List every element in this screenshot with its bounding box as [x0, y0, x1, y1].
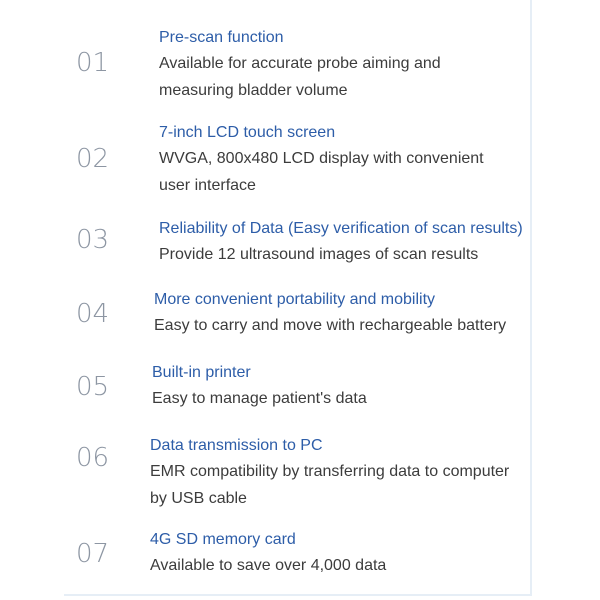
feature-title: Reliability of Data (Easy verification of scan results)	[159, 220, 523, 237]
feature-description-line: Provide 12 ultrasound images of scan results	[159, 246, 479, 263]
feature-number: 05	[76, 372, 110, 402]
feature-description	[159, 241, 539, 268]
feature-description-line: EMR compatibility by transferring data to computer	[150, 463, 510, 480]
feature-description-line: Available for accurate probe aiming and	[159, 55, 441, 72]
feature-number: 04	[76, 299, 110, 329]
feature-title: 4G SD memory card	[150, 531, 296, 548]
feature-number: 02	[76, 144, 110, 174]
feature-number: 07	[76, 539, 110, 569]
feature-title: Data transmission to PC	[150, 437, 323, 454]
feature-description	[159, 145, 539, 199]
feature-description-line: Easy to manage patient's data	[152, 390, 367, 407]
feature-title: Built-in printer	[152, 364, 251, 381]
feature-description-line: WVGA, 800x480 LCD display with convenient	[159, 150, 484, 167]
feature-list-panel	[64, 0, 532, 596]
feature-description	[159, 50, 539, 104]
feature-description-line: measuring bladder volume	[159, 82, 348, 99]
feature-title: More convenient portability and mobility	[154, 291, 436, 308]
feature-description	[150, 458, 528, 512]
feature-title: Pre-scan function	[159, 29, 284, 46]
feature-number: 03	[76, 225, 110, 255]
feature-description	[150, 552, 530, 579]
feature-number: 01	[76, 48, 110, 78]
feature-description-line: user interface	[159, 177, 256, 194]
feature-description-line: Available to save over 4,000 data	[150, 557, 387, 574]
feature-description-line: Easy to carry and move with rechargeable battery	[154, 317, 507, 334]
feature-description	[152, 385, 532, 412]
feature-number: 06	[76, 443, 110, 473]
feature-title: 7-inch LCD touch screen	[159, 124, 336, 141]
feature-description	[154, 312, 544, 339]
feature-description-line: by USB cable	[150, 490, 247, 507]
